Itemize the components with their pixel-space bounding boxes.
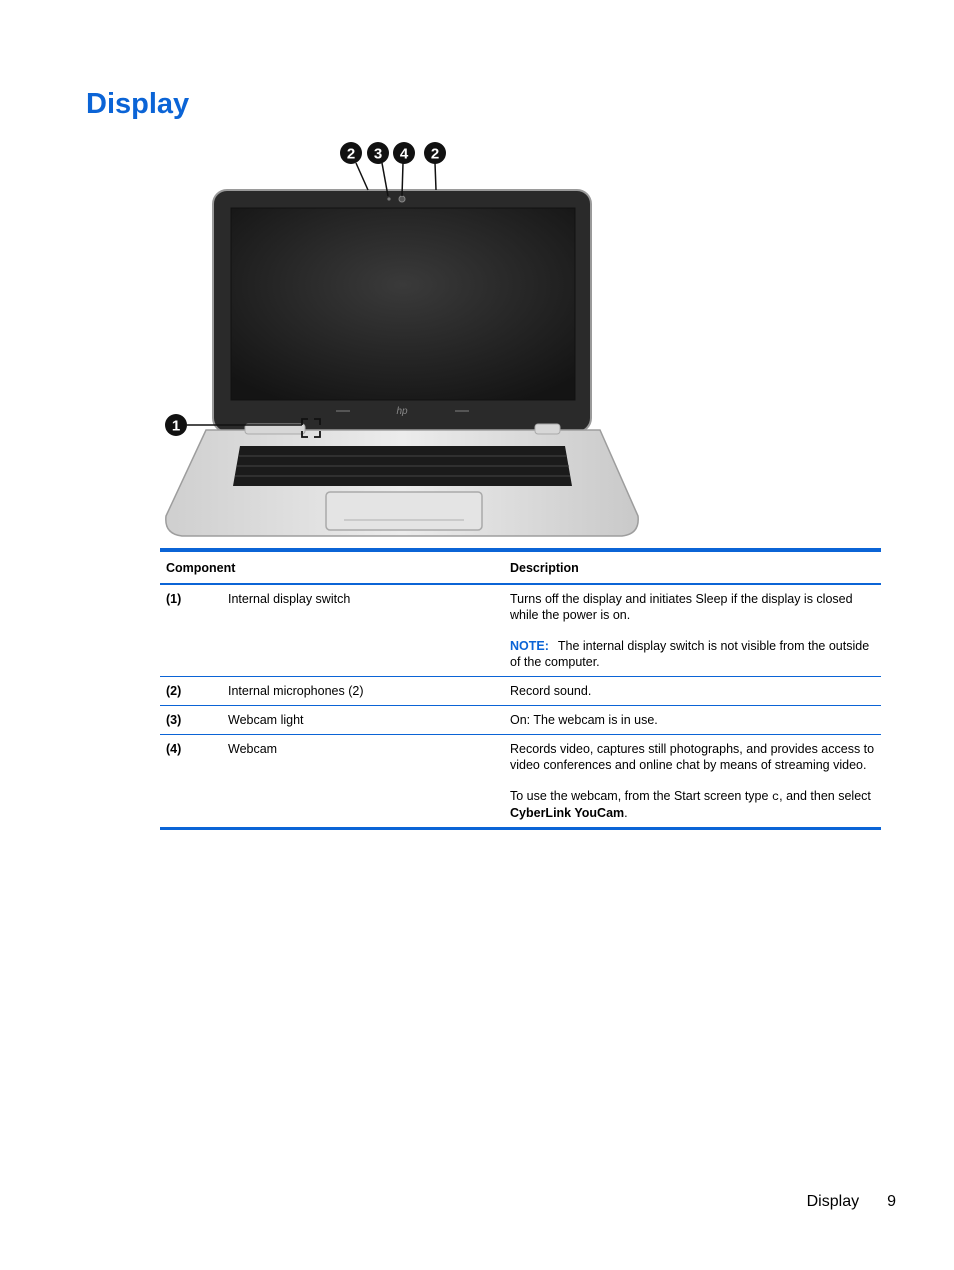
- usage-instructions: [510, 788, 875, 821]
- component-description: Record sound.: [510, 684, 592, 698]
- footer-section: Display: [806, 1193, 860, 1210]
- component-name: Webcam light: [228, 713, 304, 727]
- instruction-text: .: [624, 806, 628, 820]
- row-number: (1): [166, 592, 182, 606]
- component-description: [504, 584, 881, 677]
- laptop-figure: [160, 138, 650, 543]
- table-header-row: [160, 550, 881, 584]
- svg-text:4: 4: [399, 145, 409, 163]
- webcam-light-dot: [387, 197, 390, 200]
- callout-1-icon: [165, 414, 187, 436]
- svg-text:3: 3: [373, 145, 383, 163]
- callout-2-left-icon: [340, 142, 362, 164]
- hp-logo: hp: [396, 406, 408, 417]
- header-description: Description: [510, 561, 579, 575]
- callout-3-icon: [367, 142, 389, 164]
- note: [510, 638, 875, 670]
- app-name: CyberLink YouCam: [510, 806, 625, 820]
- touchpad: [326, 492, 482, 530]
- table-row: [160, 735, 881, 829]
- component-name: Internal display switch: [228, 592, 351, 606]
- svg-text:2: 2: [346, 145, 356, 163]
- key-code: c: [771, 790, 780, 804]
- component-name: Internal microphones (2): [228, 684, 364, 698]
- row-number: (2): [166, 684, 182, 698]
- instruction-text: , and then select: [779, 789, 871, 803]
- table-row: [160, 677, 881, 706]
- page-title: Display: [86, 88, 190, 120]
- laptop-screen: [231, 208, 575, 400]
- table-row: [160, 584, 881, 677]
- row-number: (3): [166, 713, 182, 727]
- component-description: On: The webcam is in use.: [510, 713, 658, 727]
- table-row: [160, 706, 881, 735]
- description-text: Turns off the display and initiates Sleep if the display is closed while the power is on.: [510, 592, 853, 622]
- note-text: The internal display switch is not visible from the outside of the computer.: [510, 639, 870, 669]
- note-label: NOTE:: [510, 639, 549, 653]
- callout-4-icon: [393, 142, 415, 164]
- page-number: 9: [887, 1193, 896, 1210]
- callout-2-right-icon: [424, 142, 446, 164]
- row-number: (4): [166, 742, 182, 756]
- laptop-illustration: [160, 138, 650, 543]
- component-description: [504, 735, 881, 829]
- svg-text:2: 2: [430, 145, 440, 163]
- page-footer: [807, 1193, 896, 1211]
- description-text: Records video, captures still photographs, and provides access to video conferences and online chat by means of streaming video.: [510, 742, 875, 772]
- header-component: Component: [166, 561, 236, 575]
- component-name: Webcam: [228, 742, 278, 756]
- instruction-text: To use the webcam, from the Start screen type: [510, 789, 772, 803]
- svg-text:1: 1: [171, 417, 181, 435]
- component-table: [160, 548, 881, 830]
- webcam-lens: [399, 196, 405, 202]
